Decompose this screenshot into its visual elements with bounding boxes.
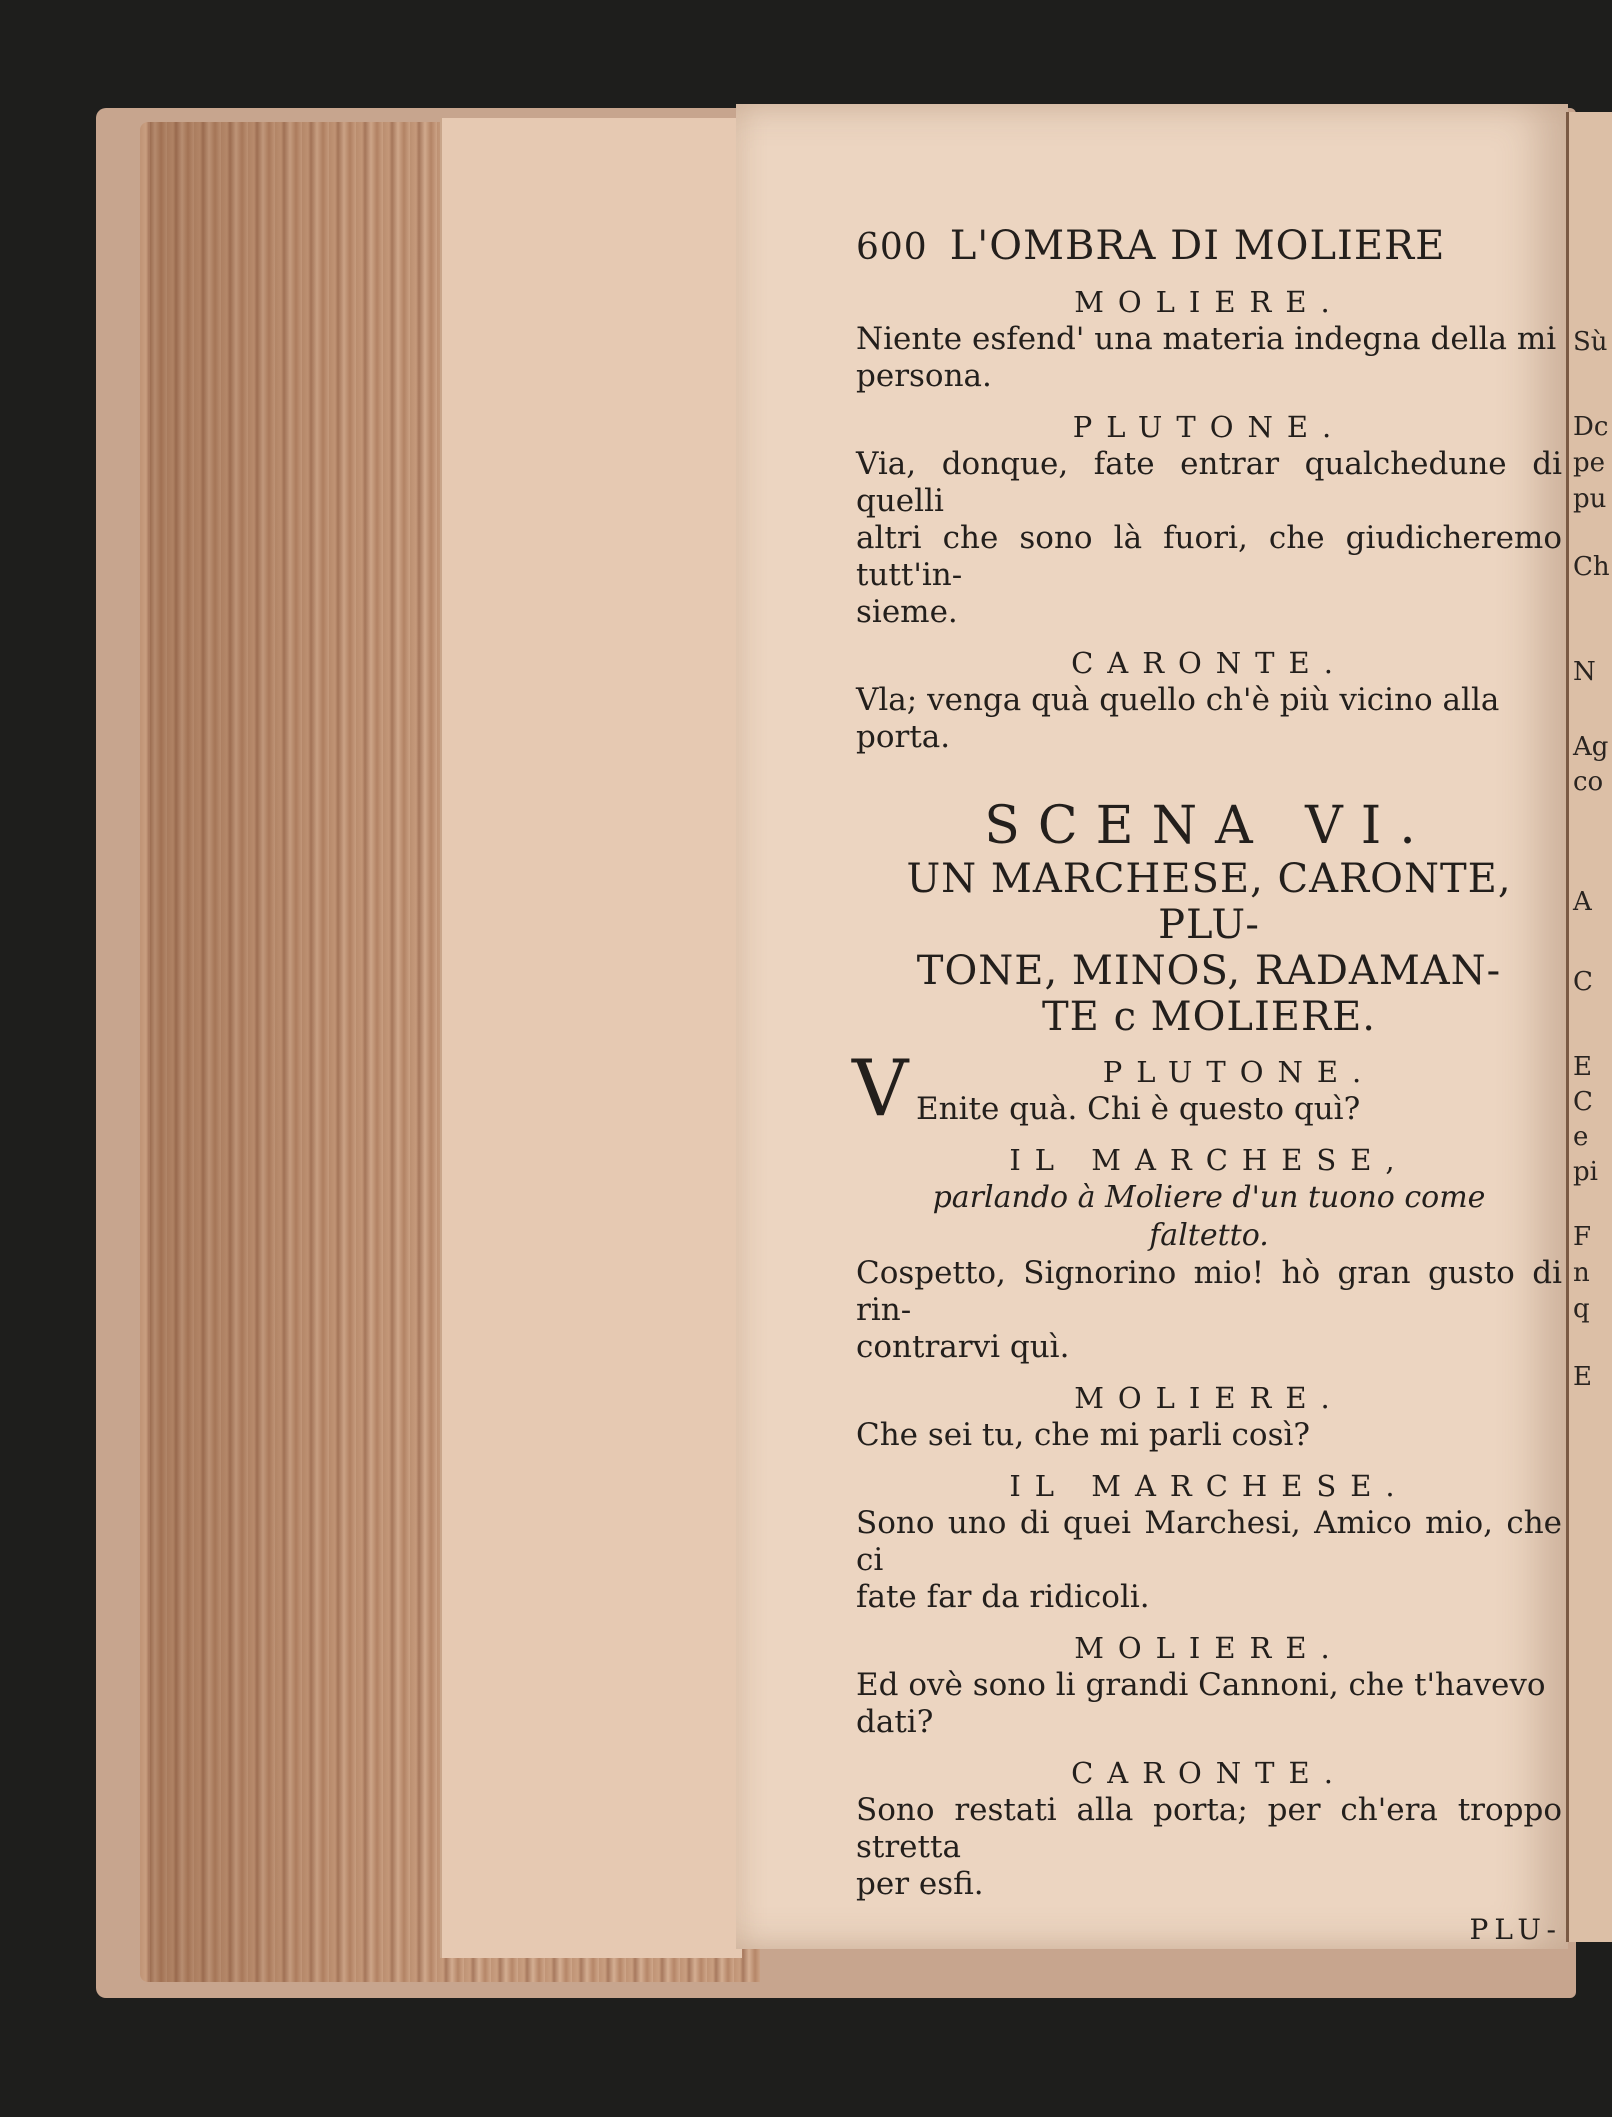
facing-fragment: E (1573, 1052, 1592, 1082)
scene-title: SCENA VI. (984, 796, 1434, 856)
dialogue-line: dati? (856, 1704, 934, 1740)
facing-fragment: pu (1573, 484, 1607, 514)
facing-fragment: e (1573, 1122, 1589, 1152)
scene-cast-line: TONE, MINOS, RADAMAN- (916, 948, 1502, 994)
speaker-name: MOLIERE. (1074, 285, 1344, 319)
facing-fragment: Ag (1573, 732, 1609, 762)
facing-fragment: C (1573, 1087, 1593, 1117)
dialogue-line: Via, donque, fate entrar qualchedune di quelli (856, 446, 1562, 519)
facing-page-edge (1566, 112, 1612, 1942)
running-header (856, 223, 1562, 280)
dialogue-line: Cospetto, Signorino mio! hò gran gusto di rin- (856, 1255, 1562, 1328)
dialogue-line: Sono restati alla porta; per ch'era troppo stretta (856, 1792, 1562, 1865)
facing-fragment: N (1573, 657, 1596, 687)
dialogue-line: Che sei tu, che mi parli così? (856, 1417, 1311, 1453)
catchword: PLU- (1469, 1913, 1562, 1946)
facing-fragment: E (1573, 1362, 1592, 1392)
facing-fragment: q (1573, 1294, 1590, 1324)
dialogue-line: per esfi. (856, 1866, 984, 1902)
speaker-name: PLUTONE. (1102, 1055, 1376, 1089)
facing-fragment: pe (1573, 448, 1606, 478)
speaker-name: CARONTE. (1071, 646, 1347, 680)
page-text (852, 223, 1562, 1948)
facing-fragment: Dc (1573, 412, 1609, 442)
dialogue-line: Niente esfend' una materia indegna della mi (856, 321, 1557, 357)
speaker-name: IL MARCHESE, (1009, 1143, 1409, 1177)
opening-dialogue (852, 1044, 1562, 1134)
dialogue-line: Sono uno di quei Marchesi, Amico mio, che ci (856, 1505, 1562, 1578)
facing-fragment: C (1573, 967, 1593, 997)
speaker-name: IL MARCHESE. (1009, 1469, 1409, 1503)
stage-direction: parlando à Moliere d'un tuono come (932, 1180, 1486, 1215)
dialogue-line: contrarvi quì. (856, 1329, 1070, 1365)
dialogue-line: persona. (856, 358, 992, 394)
facing-fragment: Ch (1573, 552, 1610, 582)
scene-cast-line: TE c MOLIERE. (1041, 994, 1377, 1040)
speaker-name: MOLIERE. (1074, 1381, 1344, 1415)
dialogue-line: Vla; venga quà quello ch'è più vicino alla porta. (856, 682, 1500, 755)
speaker-name: CARONTE. (1071, 1756, 1347, 1790)
dialogue-line: Ed ovè sono li grandi Cannoni, che t'havevo (856, 1667, 1546, 1703)
dialogue-line: fate far da ridicoli. (856, 1579, 1150, 1615)
running-title: L'OMBRA DI MOLIERE (949, 223, 1446, 269)
facing-fragment: A (1573, 887, 1592, 917)
facing-fragment: co (1573, 767, 1604, 797)
speaker-name: MOLIERE. (1074, 1631, 1344, 1665)
facing-fragment: n (1573, 1258, 1590, 1288)
facing-fragment: Sù (1573, 327, 1608, 357)
facing-fragment: pi (1573, 1157, 1598, 1187)
dialogue-line: sieme. (856, 594, 958, 630)
dialogue-line: altri che sono là fuori, che giudicheremo tutt'in- (856, 520, 1562, 593)
scene-cast-line: UN MARCHESE, CARONTE, PLU- (906, 856, 1512, 948)
underlying-pages (440, 118, 742, 1958)
page-edges-stain (150, 122, 480, 1982)
drop-cap: V (852, 1044, 909, 1134)
speaker-name: PLUTONE. (1072, 410, 1346, 444)
facing-fragment: F (1573, 1222, 1592, 1252)
dialogue-line: Enite quà. Chi è questo quì? (916, 1091, 1361, 1127)
stage-direction: faltetto. (1149, 1218, 1269, 1253)
page-number: 600 (856, 227, 928, 268)
